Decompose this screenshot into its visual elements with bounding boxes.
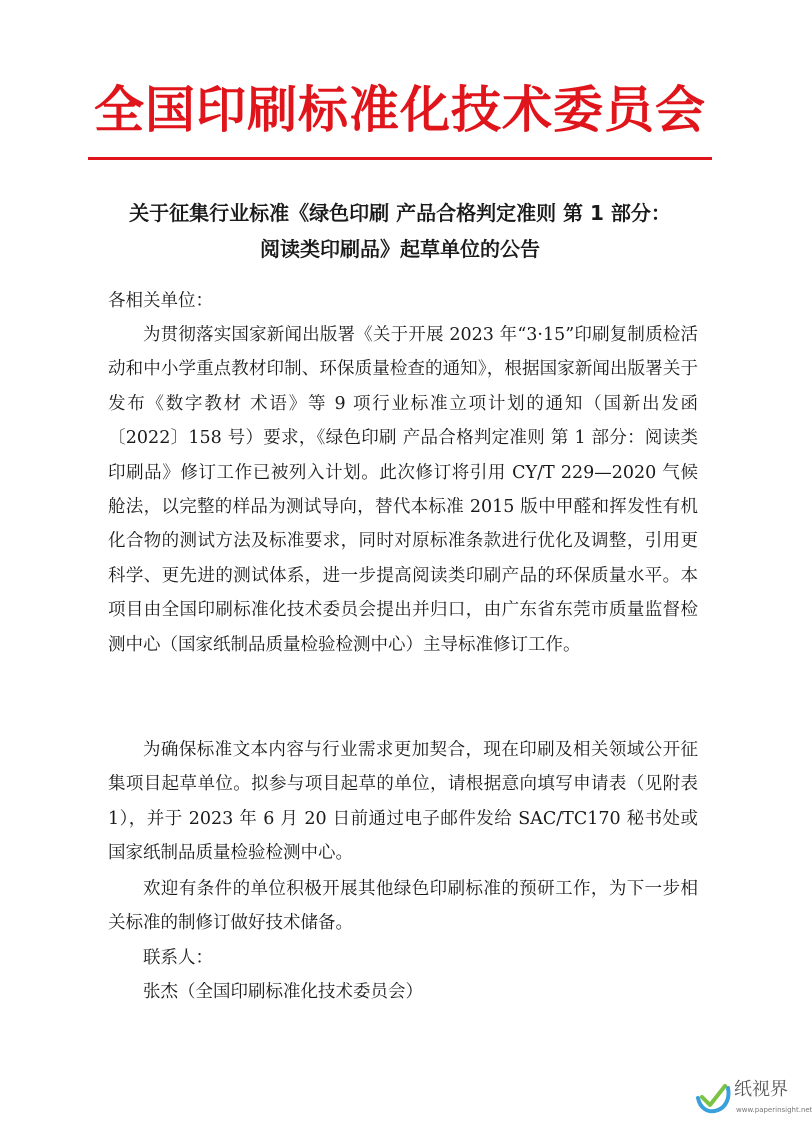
notice-title — [60, 195, 740, 267]
body-paragraph-3: 欢迎有条件的单位积极开展其他绿色印刷标准的预研工作，为下一步相关标准的制修订做好技术储备。 — [108, 879, 698, 934]
contact-label: 联系人： — [143, 948, 213, 968]
notice-title-line-1: 关于征集行业标准《绿色印刷 产品合格判定准则 第 1 部分： — [129, 201, 671, 225]
salutation: 各相关单位： — [108, 291, 213, 311]
watermark — [692, 1074, 812, 1124]
watermark-url: www.paperinsight.net — [736, 1106, 812, 1114]
contact-name: 张杰（全国印刷标准化技术委员会） — [143, 982, 423, 1002]
notice-title-line-2: 阅读类印刷品》起草单位的公告 — [260, 237, 540, 261]
letterhead-red-rule — [88, 157, 712, 160]
body-paragraph-1: 为贯彻落实国家新闻出版署《关于开展 2023 年“3·15”印刷复制质检活动和中小学重点教材印制、环保质量检查的通知》，根据国家新闻出版署关于发布《数字教材 术语》等 9 项行业标准立项计划的通知（国新出发函〔2022〕158 号）要求，《绿色印刷 产品合格判定准则 第 1 部分：阅读类印刷品》修订工作已被列入计划。此次修订将引用 CY/T 229—2020 气候舱法，以完整的样品为测试导向，替代本标准 2015 版中甲醛和挥发性有机化合物的测试方法及标准要求，同时对原标准条款进行优化及调整，引用更科学、更先进的测试体系，进一步提高阅读类印刷产品的环保质量水平。本项目由全国印刷标准化技术委员会提出并归口，由广东省东莞市质量监督检测中心（国家纸制品质量检验检测中心）主导标准修订工作。 — [108, 325, 698, 655]
body-paragraph-2: 为确保标准文本内容与行业需求更加契合，现在印刷及相关领域公开征集项目起草单位。拟参与项目起草的单位，请根据意向填写申请表（见附表 1），并于 2023 年 6 月 20 日前通过电子邮件发给 SAC/TC170 秘书处或国家纸制品质量检验检测中心。 — [108, 740, 698, 864]
check-swoosh-icon — [692, 1078, 732, 1118]
watermark-name: 纸视界 — [734, 1079, 788, 1100]
letterhead-org-name: 全国印刷标准化技术委员会 — [94, 81, 706, 139]
